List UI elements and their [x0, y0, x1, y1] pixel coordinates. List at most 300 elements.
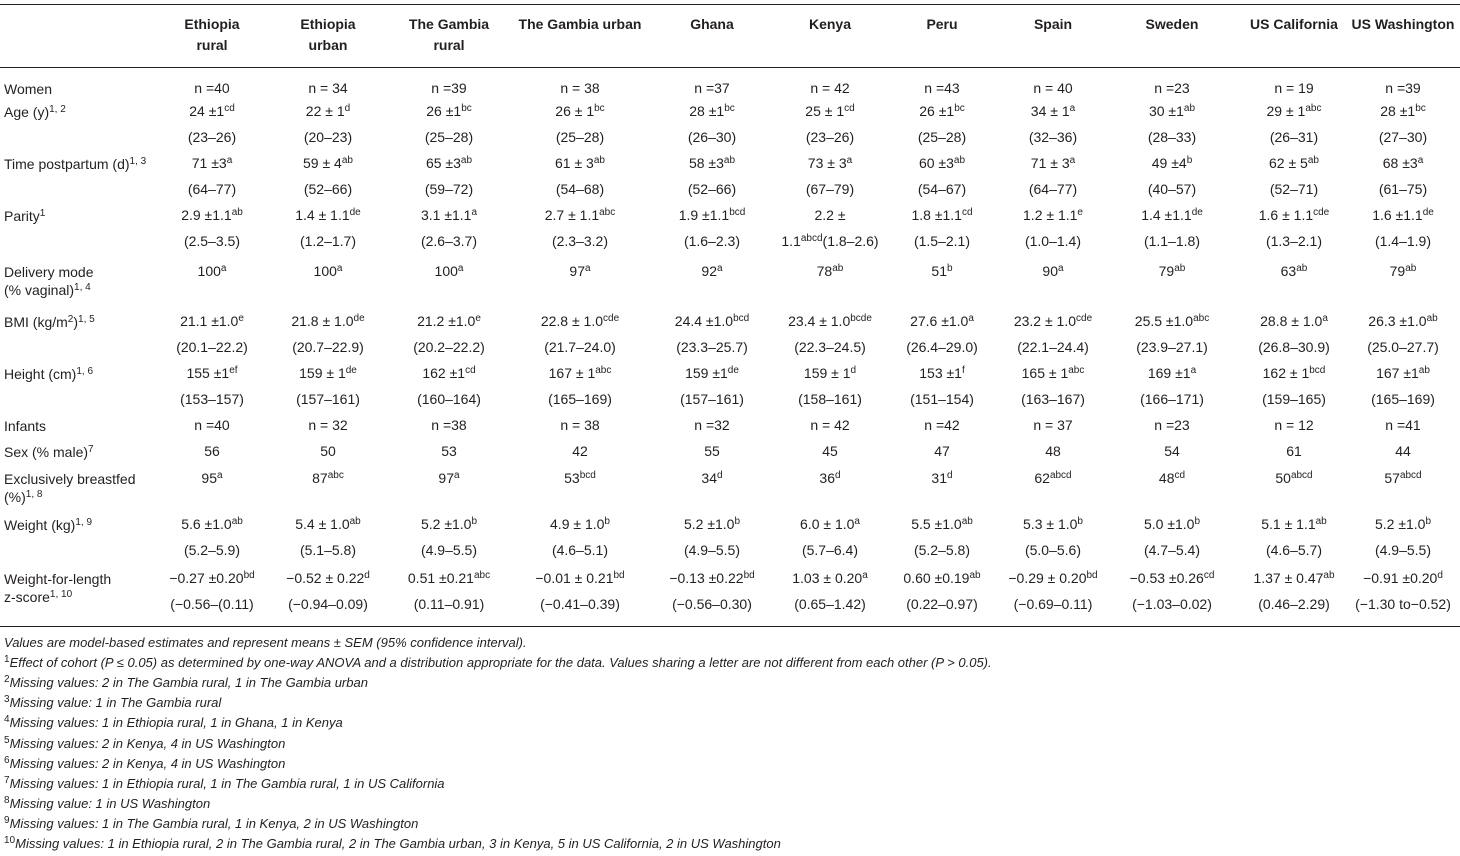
cell-value: n = 34 — [308, 80, 348, 96]
confidence-interval: (4.7–5.4) — [1143, 542, 1201, 558]
significance-letters: abc — [327, 470, 344, 481]
bottom-rule — [0, 626, 1460, 627]
cell-value: 90 — [1042, 263, 1058, 279]
cell-value: −0.01 ± 0.21 — [535, 570, 614, 586]
row-label-text: Weight-for-length — [4, 571, 112, 587]
confidence-interval-weight-for-length-gam-rural — [379, 596, 519, 612]
confidence-interval: (54–68) — [555, 181, 605, 197]
column-header-us-wa — [1348, 14, 1458, 35]
cell-value: 5.6 ±1.0 — [181, 516, 232, 532]
footnote-text: Missing values: 1 in Ethiopia rural, 1 in Ghana, 1 in Kenya — [9, 715, 343, 731]
confidence-interval-height-eth-urban — [258, 391, 398, 407]
cell-value: 30 ±1 — [1148, 103, 1184, 119]
row-label-footnote-ref: 1, 6 — [76, 366, 94, 377]
table-cell-weight-gam-rural — [379, 516, 519, 532]
table-cell-weight-for-length-us-wa — [1333, 570, 1460, 586]
cell-value: −0.53 ±0.26 — [1129, 570, 1204, 586]
table-cell-sex-us-wa — [1333, 443, 1460, 459]
cell-value: 2.9 ±1.1 — [181, 207, 232, 223]
cell-value: 56 — [204, 443, 220, 459]
table-cell-height-us-wa — [1333, 365, 1460, 381]
confidence-interval: (−0.56–(0.11) — [170, 596, 254, 612]
column-header-gam-rural — [394, 14, 504, 56]
cell-value: 61 — [1286, 443, 1302, 459]
significance-letters: ab — [341, 155, 353, 166]
significance-letters: ab — [1183, 103, 1196, 114]
significance-letters: d — [717, 470, 723, 481]
table-cell-time-postpartum-eth-urban — [258, 155, 398, 171]
confidence-interval: (5.7–6.4) — [801, 542, 859, 558]
cell-value: 29 ± 1 — [1266, 103, 1306, 119]
table-cell-women-us-wa — [1333, 80, 1460, 96]
confidence-interval: (0.65–1.42) — [794, 596, 866, 612]
confidence-interval: (52–66) — [303, 181, 353, 197]
significance-letters: ab — [231, 207, 243, 218]
confidence-interval-weight-for-length-eth-urban — [258, 596, 398, 612]
cell-value: 159 ±1 — [685, 365, 728, 381]
footnote-1 — [4, 655, 992, 671]
footnote-8 — [4, 796, 210, 812]
cell-value: 58 ±3 — [688, 155, 724, 171]
confidence-interval-weight-for-length-sweden — [1102, 596, 1242, 612]
confidence-interval: (1.4–1.9) — [1374, 233, 1432, 249]
confidence-interval: (25–28) — [917, 129, 967, 145]
cell-value: 61 ± 3 — [555, 155, 594, 171]
significance-letters: abc — [1193, 313, 1210, 324]
confidence-interval-weight-gam-rural — [379, 542, 519, 558]
footnote-marker: 5 — [4, 734, 10, 746]
confidence-interval: (54–67) — [917, 181, 967, 197]
cell-value: 48 — [1045, 443, 1061, 459]
confidence-interval: (20.2–22.2) — [413, 339, 485, 355]
cell-value: 79 — [1389, 263, 1406, 279]
row-label-delivery-mode — [4, 263, 93, 299]
confidence-interval-bmi-eth-urban — [258, 339, 398, 355]
confidence-interval: (−0.94–0.09) — [288, 596, 368, 612]
confidence-interval: (0.22–0.97) — [906, 596, 978, 612]
significance-letters: de — [1191, 207, 1203, 218]
table-cell-weight-gam-urban — [510, 516, 650, 532]
cell-value: 3.1 ±1.1 — [420, 207, 472, 223]
significance-letters: abcd — [800, 233, 823, 244]
significance-letters: cd — [465, 365, 476, 376]
significance-letters: d — [835, 470, 841, 481]
confidence-interval: (165–169) — [548, 391, 612, 407]
cell-value: n =43 — [924, 80, 960, 96]
cell-value: −0.13 ±0.22 — [669, 570, 744, 586]
confidence-interval: (166–171) — [1140, 391, 1204, 407]
footnote-marker: 1 — [4, 654, 10, 666]
confidence-interval: (1.1–1.8) — [1143, 233, 1201, 249]
cell-value: 48 — [1158, 470, 1175, 486]
cell-value: n =32 — [694, 417, 730, 433]
confidence-interval-bmi-us-wa — [1333, 339, 1460, 355]
table-cell-age-eth-urban — [258, 103, 398, 119]
significance-letters: de — [349, 207, 361, 218]
significance-letters: d — [344, 103, 351, 114]
confidence-interval: (26–31) — [1269, 129, 1319, 145]
significance-letters: abcd — [1399, 470, 1422, 481]
significance-letters: de — [1422, 207, 1434, 218]
footnote-marker: 4 — [4, 714, 10, 726]
cell-value: 36 — [819, 470, 835, 486]
column-header-peru — [897, 14, 987, 35]
significance-letters: a — [862, 570, 868, 581]
column-header-line1: Peru — [926, 16, 958, 32]
column-header-line1: US California — [1250, 16, 1338, 32]
confidence-interval: (23.3–25.7) — [676, 339, 748, 355]
significance-letters: cde — [1076, 313, 1093, 324]
cell-value: 28 ±1 — [1380, 103, 1416, 119]
cell-value: 31 — [931, 470, 947, 486]
cell-value: 26 ± 1 — [555, 103, 595, 119]
confidence-interval: (20.1–22.2) — [176, 339, 248, 355]
table-cell-age-gam-rural — [379, 103, 519, 119]
cell-value: 23.2 ± 1.0 — [1013, 313, 1077, 329]
footnote-text: Missing values: 2 in Kenya, 4 in US Washington — [9, 735, 286, 751]
significance-letters: de — [345, 365, 357, 376]
confidence-interval: (52–66) — [687, 181, 737, 197]
column-header-line1: Spain — [1033, 16, 1073, 32]
row-label-age — [4, 103, 66, 121]
row-label-text: Height (cm) — [4, 366, 77, 382]
table-cell-parity-us-wa — [1333, 207, 1460, 223]
cell-value: n = 19 — [1274, 80, 1314, 96]
table-cell-delivery-mode-sweden — [1102, 263, 1242, 279]
confidence-interval: (2.5–3.5) — [183, 233, 241, 249]
confidence-interval-height-us-wa — [1333, 391, 1460, 407]
confidence-interval: (157–161) — [680, 391, 744, 407]
confidence-interval-age-sweden — [1102, 129, 1242, 145]
cell-value: 167 ± 1 — [548, 365, 596, 381]
confidence-interval: (1.6–2.3) — [683, 233, 741, 249]
footnote-5 — [4, 736, 285, 752]
significance-letters: a — [457, 263, 464, 274]
significance-letters: e — [475, 313, 481, 324]
table-cell-weight-eth-urban — [258, 516, 398, 532]
significance-letters: ab — [1174, 263, 1186, 274]
significance-letters: bc — [724, 103, 735, 114]
column-header-line1: Sweden — [1145, 16, 1199, 32]
cell-value: 78 — [816, 263, 833, 279]
table-cell-weight-for-length-gam-urban — [510, 570, 650, 586]
footnote-marker: 6 — [4, 754, 10, 766]
column-header-sweden — [1117, 14, 1227, 35]
confidence-interval-parity-sweden — [1102, 233, 1242, 249]
table-cell-infants-gam-urban — [510, 417, 650, 433]
cell-value: 25.5 ±1.0 — [1134, 313, 1194, 329]
confidence-interval-time-postpartum-us-wa — [1333, 181, 1460, 197]
column-header-line1: Ethiopia — [300, 16, 356, 32]
cell-value: 55 — [704, 443, 720, 459]
confidence-interval: (32–36) — [1028, 129, 1078, 145]
significance-letters: a — [217, 470, 223, 481]
column-header-line1: Ethiopia — [184, 16, 240, 32]
confidence-interval: (1.8–2.6) — [822, 233, 879, 249]
row-label-text: Sex (% male) — [4, 444, 89, 460]
confidence-interval-age-us-wa — [1333, 129, 1460, 145]
significance-letters: cd — [1174, 470, 1186, 481]
cell-value: 71 ±3 — [191, 155, 227, 171]
significance-letters: bcd — [729, 207, 746, 218]
cell-value: 22 ± 1 — [305, 103, 345, 119]
table-cell-women-gam-rural — [379, 80, 519, 96]
row-label-text: Exclusively breastfed — [4, 471, 136, 487]
confidence-interval: (165–169) — [1371, 391, 1435, 407]
cell-value: 42 — [572, 443, 588, 459]
cell-value: 34 ± 1 — [1030, 103, 1070, 119]
significance-letters: b — [1194, 516, 1201, 527]
table-cell-weight-for-length-sweden — [1102, 570, 1242, 586]
cell-value: n =40 — [194, 417, 230, 433]
confidence-interval: (−1.03–0.02) — [1132, 596, 1212, 612]
cell-value: 6.0 ± 1.0 — [800, 516, 855, 532]
confidence-interval: (2.6–3.7) — [420, 233, 478, 249]
cell-value: 47 — [934, 443, 950, 459]
row-label-footnote-ref: 1 — [39, 208, 46, 219]
significance-letters: a — [968, 313, 974, 324]
table-cell-exclusively-breastfed-gam-rural — [379, 470, 519, 486]
confidence-interval: (67–79) — [805, 181, 855, 197]
cell-value: 5.4 ± 1.0 — [295, 516, 350, 532]
confidence-interval: (40–57) — [1147, 181, 1197, 197]
cell-value: 21.1 ±1.0 — [180, 313, 239, 329]
significance-letters: cd — [961, 207, 973, 218]
cell-value: 26 ±1 — [426, 103, 462, 119]
cell-value: 5.2 ±1.0 — [683, 516, 735, 532]
significance-letters: bd — [243, 570, 255, 581]
confidence-interval: (22.1–24.4) — [1017, 339, 1089, 355]
significance-letters: cd — [1203, 570, 1215, 581]
significance-letters: b — [1077, 516, 1083, 527]
significance-letters: a — [854, 516, 860, 527]
table-cell-age-sweden — [1102, 103, 1242, 119]
significance-letters: abc — [473, 570, 491, 581]
significance-letters: abcd — [1049, 470, 1072, 481]
significance-letters: b — [1186, 155, 1193, 166]
row-label-weight-for-length — [4, 570, 111, 606]
confidence-interval: (153–157) — [180, 391, 244, 407]
table-cell-parity-sweden — [1102, 207, 1242, 223]
confidence-interval: (23.9–27.1) — [1136, 339, 1208, 355]
cell-value: n =38 — [431, 417, 467, 433]
row-label-line2: z-score — [4, 589, 50, 605]
column-header-spain — [1003, 14, 1103, 35]
confidence-interval: (4.9–5.5) — [420, 542, 478, 558]
confidence-interval: (22.3–24.5) — [794, 339, 866, 355]
cell-value: 0.60 ±0.19 — [903, 570, 970, 586]
confidence-interval-bmi-gam-urban — [510, 339, 650, 355]
footnote-text: Missing values: 1 in Ethiopia rural, 2 in The Gambia rural, 2 in The Gambia urban, 3 in Kenya, 5 in US California, 2 in US Washington — [15, 836, 781, 851]
table-cell-women-gam-urban — [510, 80, 650, 96]
table-cell-parity-gam-rural — [379, 207, 519, 223]
footnote-text: Missing value: 1 in The Gambia rural — [9, 695, 222, 711]
significance-letters: ab — [1296, 263, 1308, 274]
cell-value: 23.4 ± 1.0 — [788, 313, 851, 329]
cell-value: 51 — [931, 263, 947, 279]
table-cell-delivery-mode-eth-urban — [258, 263, 398, 279]
significance-letters: e — [238, 313, 244, 324]
confidence-interval: (21.7–24.0) — [544, 339, 616, 355]
cell-value: n =40 — [194, 80, 230, 96]
confidence-interval: (23–26) — [805, 129, 855, 145]
confidence-interval-height-gam-rural — [379, 391, 519, 407]
significance-letters: b — [471, 516, 478, 527]
row-label-infants — [4, 417, 46, 435]
significance-letters: bc — [1415, 103, 1426, 114]
footnote-general — [4, 635, 527, 651]
confidence-interval: (26.4–29.0) — [906, 339, 978, 355]
footnote-marker: 2 — [4, 674, 10, 686]
table-cell-infants-eth-urban — [258, 417, 398, 433]
row-label-exclusively-breastfed — [4, 470, 136, 506]
table-cell-infants-sweden — [1102, 417, 1242, 433]
cell-value: 79 — [1158, 263, 1175, 279]
cell-value: 1.9 ±1.1 — [678, 207, 730, 223]
table-cell-weight-for-length-eth-urban — [258, 570, 398, 586]
confidence-interval: (0.46–2.29) — [1258, 596, 1330, 612]
confidence-interval-parity-eth-urban — [258, 233, 398, 249]
column-header-eth-urban — [273, 14, 383, 56]
footnote-text: Effect of cohort (P ≤ 0.05) as determined by one-way ANOVA and a distribution appropriate for the data. Values sharing a letter are not different from each other (P > 0.05). — [9, 655, 992, 671]
column-header-eth-rural — [157, 14, 267, 56]
cell-value: −0.27 ±0.20 — [169, 570, 244, 586]
footnote-4 — [4, 715, 343, 731]
row-label-text: Age (y) — [4, 104, 50, 120]
significance-letters: a — [1190, 365, 1197, 376]
table-cell-bmi-gam-rural — [379, 313, 519, 329]
column-header-line2: urban — [308, 37, 348, 53]
confidence-interval-bmi-gam-rural — [379, 339, 519, 355]
confidence-interval: (157–161) — [296, 391, 360, 407]
row-label-text: Weight (kg) — [4, 517, 76, 533]
row-label-women — [4, 80, 52, 98]
significance-letters: abc — [1305, 103, 1322, 114]
header-rule — [0, 67, 1460, 68]
confidence-interval: (4.9–5.5) — [683, 542, 741, 558]
row-label-text-end: ) — [73, 314, 79, 330]
cell-value: 1.2 ± 1.1 — [1023, 207, 1078, 223]
table-cell-time-postpartum-sweden — [1102, 155, 1242, 171]
cell-value: 54 — [1164, 443, 1180, 459]
column-header-line1: Kenya — [808, 16, 852, 32]
significance-letters: cd — [844, 103, 855, 114]
column-header-kenya — [780, 14, 880, 35]
table-cell-time-postpartum-gam-urban — [510, 155, 650, 171]
significance-letters: d — [1437, 570, 1443, 581]
confidence-interval: (−1.30 to−0.52) — [1355, 596, 1451, 612]
confidence-interval: (23–26) — [187, 129, 237, 145]
confidence-interval: (−0.56–0.30) — [672, 596, 752, 612]
cell-value: 2.2 ± — [814, 207, 846, 223]
footnote-text: Missing values: 1 in The Gambia rural, 1 in Kenya, 2 in US Washington — [9, 815, 419, 831]
confidence-interval: (26.8–30.9) — [1258, 339, 1330, 355]
row-label-text: Delivery mode — [4, 264, 94, 280]
cell-value: 169 ±1 — [1147, 365, 1191, 381]
cell-value: n = 38 — [560, 417, 600, 433]
confidence-interval: (59–72) — [424, 181, 474, 197]
confidence-interval: (20.7–22.9) — [292, 339, 364, 355]
confidence-interval: (5.1–5.8) — [299, 542, 357, 558]
column-header-ghana — [662, 14, 762, 35]
table-cell-women-sweden — [1102, 80, 1242, 96]
significance-letters: abcd — [1290, 470, 1313, 481]
confidence-interval-weight-for-length-gam-urban — [510, 596, 650, 612]
confidence-interval: (52–71) — [1269, 181, 1319, 197]
cell-value: 62 ± 5 — [1269, 155, 1308, 171]
significance-letters: ab — [953, 155, 966, 166]
table-cell-delivery-mode-gam-urban — [510, 263, 650, 279]
confidence-interval: (25–28) — [555, 129, 605, 145]
significance-letters: a — [585, 263, 591, 274]
confidence-interval-parity-gam-rural — [379, 233, 519, 249]
cell-value: 1.03 ± 0.20 — [792, 570, 863, 586]
cell-value: 2.7 ± 1.1 — [544, 207, 600, 223]
significance-letters: ab — [593, 155, 605, 166]
footnote-3 — [4, 695, 221, 711]
footnote-2 — [4, 675, 368, 691]
confidence-interval: (5.2–5.8) — [913, 542, 971, 558]
significance-letters: bcd — [733, 313, 750, 324]
cell-value: 100 — [197, 263, 221, 279]
table-cell-weight-us-wa — [1333, 516, 1460, 532]
significance-letters: b — [947, 263, 953, 274]
table-cell-sex-sweden — [1102, 443, 1242, 459]
cell-value: 1.6 ± 1.1 — [1258, 207, 1314, 223]
significance-letters: bcd — [1309, 365, 1326, 376]
cell-value: 57 — [1384, 470, 1400, 486]
significance-letters: a — [1069, 103, 1076, 114]
confidence-interval: (64–77) — [187, 181, 237, 197]
table-cell-sex-eth-urban — [258, 443, 398, 459]
cell-value: n = 37 — [1033, 417, 1073, 433]
confidence-interval-weight-us-wa — [1333, 542, 1460, 558]
cell-value: 167 ±1 — [1376, 365, 1419, 381]
confidence-interval: (−0.41–0.39) — [540, 596, 620, 612]
table-cell-delivery-mode-gam-rural — [379, 263, 519, 279]
cell-value: n = 40 — [1033, 80, 1073, 96]
significance-letters: ab — [460, 155, 473, 166]
confidence-interval: (64–77) — [1028, 181, 1078, 197]
cell-value: 34 — [701, 470, 717, 486]
table-cell-height-sweden — [1102, 365, 1242, 381]
table-cell-parity-eth-urban — [258, 207, 398, 223]
cell-value: 53 — [564, 470, 580, 486]
table-cell-weight-for-length-gam-rural — [379, 570, 519, 586]
confidence-interval-age-gam-urban — [510, 129, 650, 145]
confidence-interval: (159–165) — [1262, 391, 1326, 407]
confidence-interval: (4.9–5.5) — [1374, 542, 1432, 558]
cell-value: 1.6 ±1.1 — [1372, 207, 1423, 223]
cell-value: 5.2 ±1.0 — [420, 516, 472, 532]
cell-value: 1.4 ±1.1 — [1141, 207, 1192, 223]
confidence-interval: (4.6–5.1) — [551, 542, 609, 558]
cell-value: 159 ± 1 — [299, 365, 346, 381]
confidence-interval: (1.3–2.1) — [1265, 233, 1323, 249]
cell-value: 26.3 ±1.0 — [1368, 313, 1427, 329]
significance-letters: de — [353, 313, 365, 324]
table-cell-exclusively-breastfed-sweden — [1102, 470, 1242, 486]
significance-letters: cde — [603, 313, 620, 324]
cell-value: 153 ±1 — [919, 365, 962, 381]
significance-letters: a — [1069, 155, 1076, 166]
footnote-6 — [4, 756, 285, 772]
table-cell-time-postpartum-gam-rural — [379, 155, 519, 171]
row-label-footnote-ref: 1, 8 — [25, 489, 43, 500]
significance-letters: bd — [613, 570, 625, 581]
footnote-marker: 8 — [4, 794, 10, 806]
significance-letters: bc — [461, 103, 472, 114]
